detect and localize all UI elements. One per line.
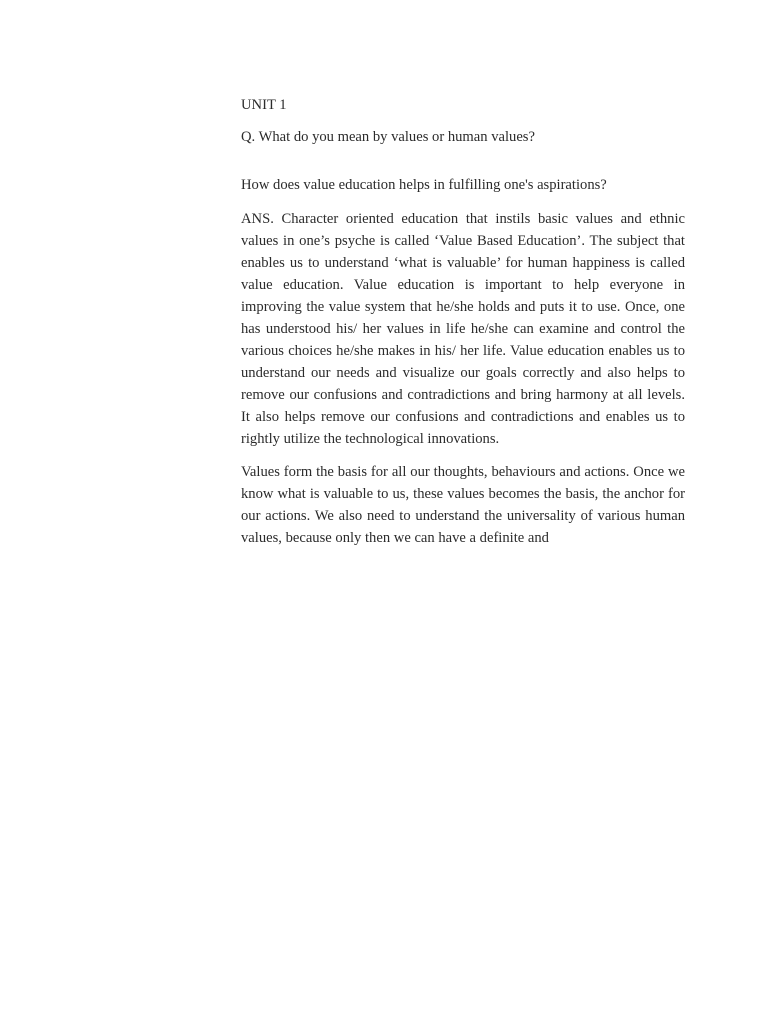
unit-heading: UNIT 1 (241, 97, 287, 113)
question-text: Q. What do you mean by values or human values? (241, 129, 535, 145)
subquestion-text: How does value education helps in fulfilling one's aspirations? (241, 177, 607, 193)
answer-paragraph: ANS. Character oriented education that instils basic values and ethnic values in one’s psyche is called ‘Value Based Education’. The subject that enables us to understand ‘what is valuable’ for human happiness is called value education. Value education is important to help everyone in improving the value system that he/she holds and puts it to use. Once, one has understood his/ her values in life he/she can examine and control the various choices he/she makes in his/ her life. Value education enables us to understand our needs and visualize our goals correctly and also helps to remove our confusions and contradictions and bring harmony at all levels. It also helps remove our confusions and contradictions and enables us to rightly utilize the technological innovations. (241, 211, 685, 447)
values-paragraph: Values form the basis for all our thoughts, behaviours and actions. Once we know what is valuable to us, these values becomes the basis, the anchor for our actions. We also need to understand the universality of various human values, because only then we can have a definite and (241, 464, 685, 546)
document-body (241, 94, 685, 549)
